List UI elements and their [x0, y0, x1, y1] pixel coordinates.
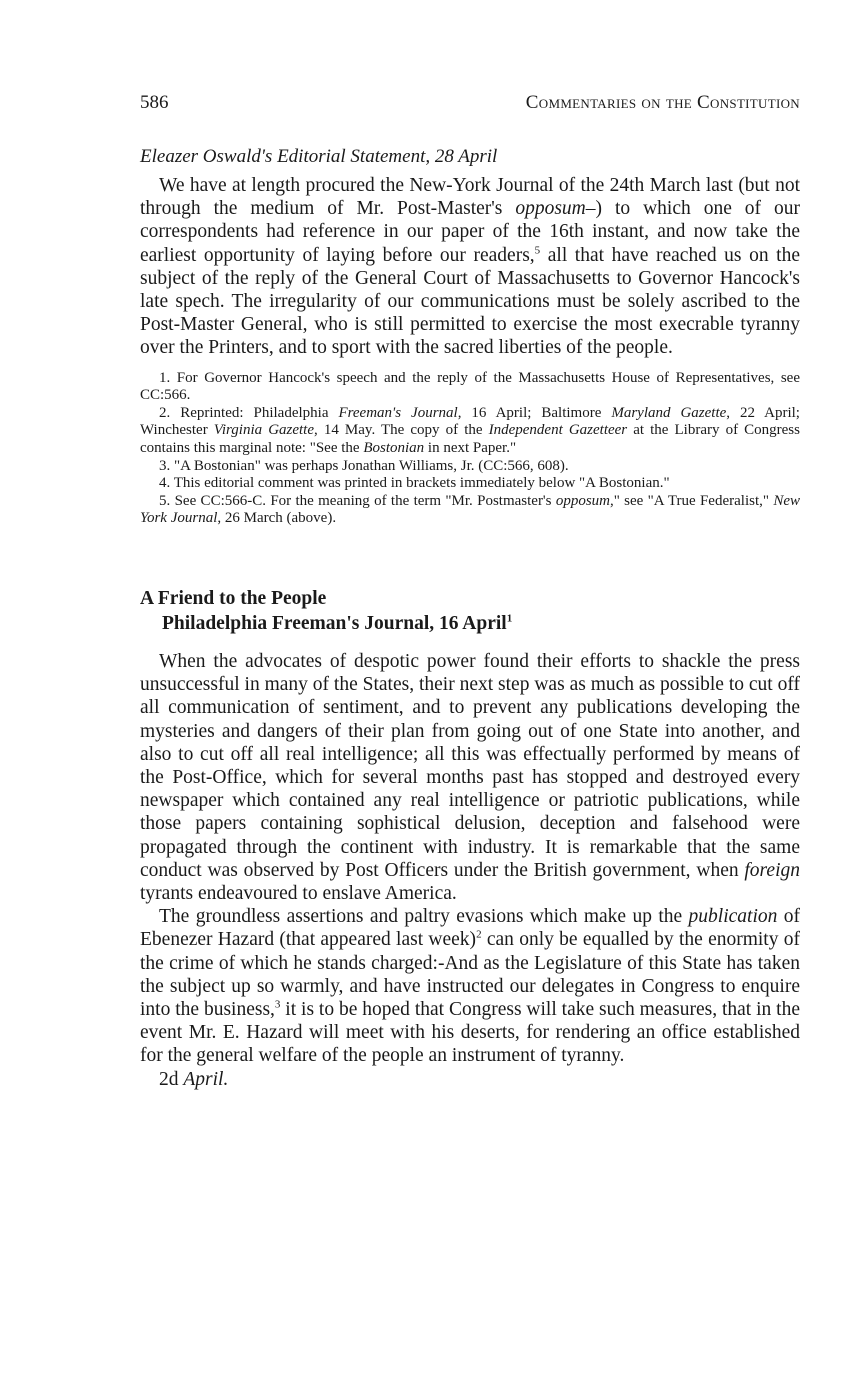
- footnote-3: 3. "A Bostonian" was perhaps Jonathan Williams, Jr. (CC:566, 608).: [159, 457, 569, 474]
- italic-run: opposum: [555, 492, 610, 509]
- text-run: of Ebenezer Hazard (that appeared last week): [140, 906, 801, 951]
- footnote-ref-3: 3: [274, 998, 281, 1011]
- italic-run: opposum: [515, 198, 586, 220]
- oswald-heading: Eleazer Oswald's Editorial Statement, 28 April: [140, 146, 498, 167]
- text-run: We have at length procured the New-York Journal of the 24th March last (but not through the medium of Mr. Post-Master's: [140, 175, 800, 220]
- italic-run: New York Journal: [140, 492, 800, 527]
- text-run: at the Library of Congress contains this marginal note: "See the: [140, 422, 800, 456]
- text-run: 2. Reprinted: Philadelphia: [159, 404, 339, 421]
- section-subtitle: [140, 611, 800, 636]
- text-run: , 16 April; Baltimore: [457, 404, 612, 421]
- text-run: , 22 April; Winchester: [140, 404, 800, 439]
- friend-paragraph-1: [140, 650, 800, 905]
- italic-run: Independent Gazetteer: [488, 422, 628, 439]
- footnote-2: [140, 405, 800, 458]
- italic-run: Bostonian: [363, 440, 425, 456]
- footnote-ref-2: 2: [476, 928, 482, 941]
- page-number: 586: [140, 92, 169, 113]
- footnote-ref-1: 1: [506, 612, 513, 625]
- text-run: can only be equalled by the enormity of the crime of which he stands charged:-And as the Legislature of this State has taken the subject up so warmly, and have instructed our delegates in Congress to enquire into the business,: [140, 929, 800, 1021]
- subtitle-text: Philadelphia Freeman's Journal, 16 April: [162, 612, 507, 634]
- footnote-4: 4. This editorial comment was printed in brackets immediately below "A Bostonian.": [159, 475, 670, 492]
- footnote-5: [140, 493, 800, 528]
- text-run: ," see "A True Federalist,": [609, 492, 774, 509]
- text-run: it is to be hoped that Congress will take such measures, that in the event Mr. E. Hazard will meet with his deserts, for rendering an office established for the general welfare of the people an instrument of tyranny.: [140, 999, 800, 1067]
- text-run: 5. See CC:566-C. For the meaning of the term "Mr. Postmaster's: [159, 492, 556, 509]
- text-run: –) to which one of our correspondents had reference in our paper of the 16th instant, and now take the earliest opportunity of laying before our readers,: [140, 198, 800, 266]
- oswald-paragraph: [140, 174, 800, 360]
- text-run: in next Paper.": [424, 440, 517, 456]
- text-run: When the advocates of despotic power found their efforts to shackle the press unsuccessful in many of the States, their next step was as much as possible to cut off all communication of sentiment, and to prevent any publications developing the mysteries and dangers of their plan from going out of one State into another, and also to cut off all real intelligence; all this was effectually performed by means of the Post-Office, which for several months past has stopped and destroyed every newspaper which contained any real intelligence or patriotic publications, while those papers containing sophistical delusion, deception and falsehood were propagated through the continent with industry. It is remarkable that the same conduct was observed by Post Officers under the British government, when: [140, 650, 800, 881]
- section-title: A Friend to the People: [140, 587, 327, 609]
- running-title: Commentaries on the Constitution: [525, 92, 800, 113]
- document-page: [140, 92, 800, 1091]
- text-run: The groundless assertions and paltry evasions which make up the: [159, 906, 689, 928]
- italic-run: publication: [688, 906, 778, 928]
- text-run: , 14 May. The copy of the: [314, 422, 489, 439]
- page-header: [140, 92, 800, 124]
- friend-paragraph-2: [140, 905, 800, 1067]
- footnote-1: 1. For Governor Hancock's speech and the reply of the Massachusetts House of Representatives, see CC:566.: [140, 369, 800, 404]
- text-run: , 26 March (above).: [217, 510, 337, 527]
- dateline-day: 2d: [159, 1068, 184, 1090]
- italic-run: foreign: [744, 859, 800, 881]
- italic-run: Freeman's Journal: [338, 404, 458, 421]
- text-run: tyrants endeavoured to enslave America.: [140, 883, 457, 904]
- dateline-month: April.: [183, 1068, 229, 1090]
- text-run: all that have reached us on the subject of the reply of the General Court of Massachusetts to Governor Hancock's late spech. The irregularity of our communications must be solely ascribed to the Post-Master General, who is still permitted to exercise the most execrable tyranny over the Printers, and to sport with the sacred liberties of the people.: [140, 244, 800, 359]
- dateline: [140, 1068, 800, 1091]
- footnote-ref-5: 5: [534, 244, 541, 257]
- italic-run: Virginia Gazette: [213, 422, 315, 439]
- italic-run: Maryland Gazette: [611, 404, 727, 421]
- footnotes: [140, 370, 800, 528]
